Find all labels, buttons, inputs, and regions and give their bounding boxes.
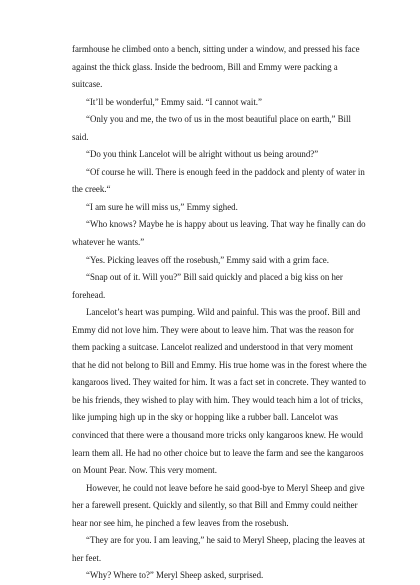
paragraph-3: “Only you and me, the two of us in the most beautiful place on earth,” Bill said. xyxy=(72,114,351,142)
paragraph-9: “Snap out of it. Will you?” Bill said quickly and placed a big kiss on her forehead. xyxy=(72,272,343,300)
paragraph-6: “I am sure he will miss us,” Emmy sighed. xyxy=(86,201,238,212)
paragraph-10: Lancelot’s heart was pumping. Wild and painful. This was the proof. Bill and Emmy did not love him. They were about to leave him. That was the reason for them packing a suitcase. Lancelot realized and understood in that very moment that he did not belong to Bill and Emmy. His true home was in the forest where the kangaroos lived. They waited for him. It was a fact set in concrete. They wanted to be his friends, they wished to play with him. They would teach him a lot of tricks, like jumping high up in the sky or hopping like a rubber ball. Lancelot was convinced that there were a thousand more tricks only kangaroos knew. He would learn them all. He had no other choice but to leave the farm and see the kangaroos on Mount Pear. Now. This very moment. xyxy=(72,307,367,476)
paragraph-11: However, he could not leave before he said good-bye to Meryl Sheep and give her a farewell present. Quickly and silently, so that Bill and Emmy could neither hear nor see him, he pinched a few leaves from the rosebush. xyxy=(72,482,365,528)
paragraph-5: “Of course he will. There is enough feed in the paddock and plenty of water in the creek.“ xyxy=(72,166,365,195)
paragraph-4: “Do you think Lancelot will be alright without us being around?” xyxy=(86,149,319,160)
paragraph-12: “They are for you. I am leaving,” he said to Meryl Sheep, placing the leaves at her feet. xyxy=(72,535,365,563)
paragraph-1: farmhouse he climbed onto a bench, sitting under a window, and pressed his face against the thick glass. Inside the bedroom, Bill and Emmy were packing a suitcase. xyxy=(72,44,360,90)
paragraph-7: “Who knows? Maybe he is happy about us leaving. That way he finally can do whatever he wants.” xyxy=(72,219,366,248)
paragraph-8: “Yes. Picking leaves off the rosebush,” Emmy said with a grim face. xyxy=(86,254,329,265)
paragraph-13: “Why? Where to?” Meryl Sheep asked, surprised. xyxy=(86,570,264,581)
paragraph-2: “It’ll be wonderful,” Emmy said. “I cannot wait.” xyxy=(86,96,262,107)
